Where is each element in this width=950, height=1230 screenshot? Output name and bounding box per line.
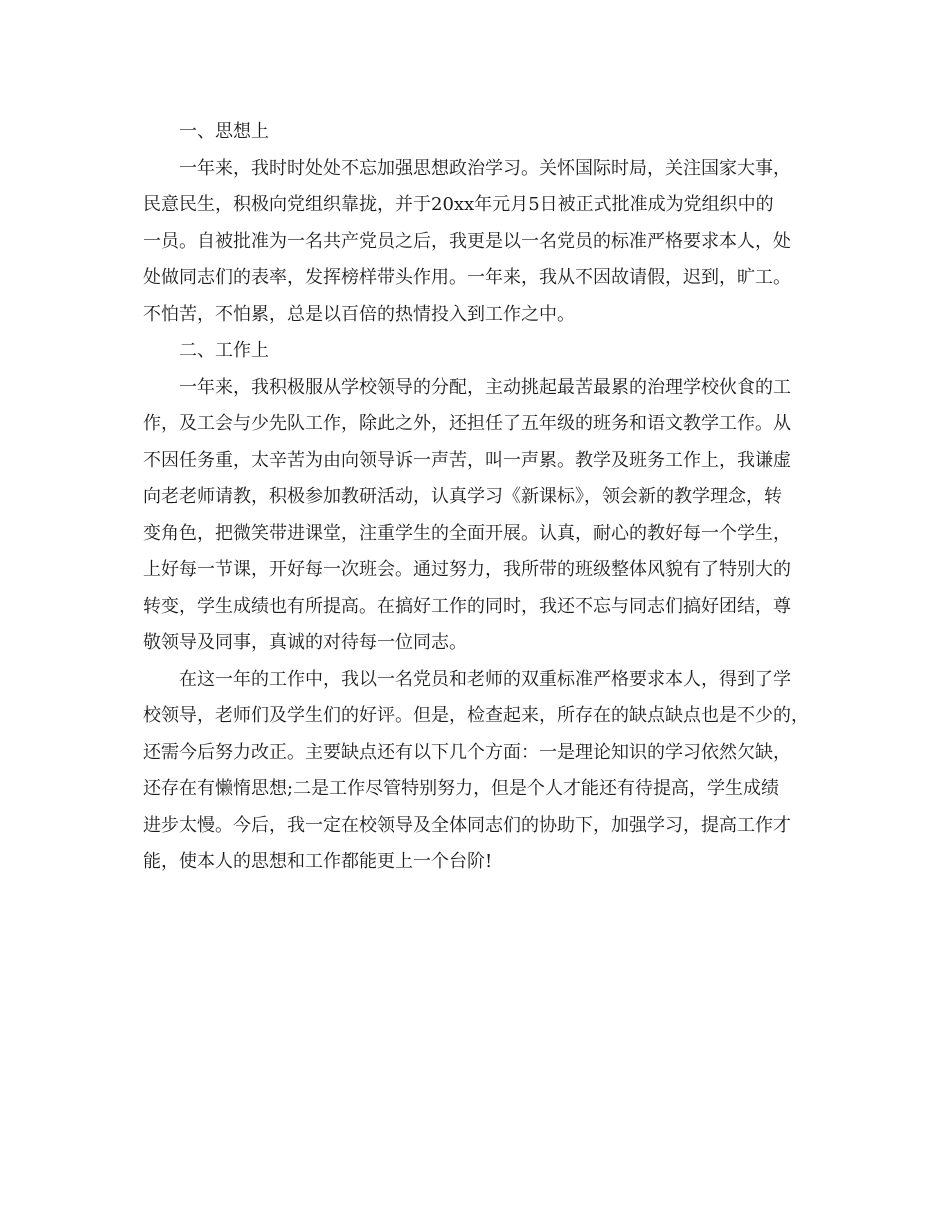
text-line: 敬领导及同事，真诚的对待每一位同志。 bbox=[143, 632, 467, 653]
paragraph-work bbox=[143, 370, 823, 662]
paragraph-thought bbox=[143, 151, 823, 334]
text-line: 不因任务重，太辛苦为由向领导诉一声苦，叫一声累。教学及班务工作上，我谦虚 bbox=[143, 449, 791, 471]
text-line: 进步太慢。今后，我一定在校领导及全体同志们的协助下，加强学习，提高工作才 bbox=[143, 814, 791, 836]
text-line: 变角色，把微笑带进课堂，注重学生的全面开展。认真，耐心的教好每一个学生， bbox=[143, 522, 791, 544]
text-line: 处做同志们的表率，发挥榜样带头作用。一年来，我从不因故请假，迟到，旷工。 bbox=[143, 267, 791, 288]
document-body bbox=[143, 114, 823, 881]
text-line: 在这一年的工作中，我以一名党员和老师的双重标准严格要求本人，得到了学 bbox=[179, 668, 791, 690]
text-line: 还存在有懒惰思想;二是工作尽管特别努力，但是个人才能还有待提高，学生成绩 bbox=[143, 778, 780, 799]
text-line: 一年来，我时时处处不忘加强思想政治学习。关怀国际时局，关注国家大事， bbox=[179, 157, 791, 179]
text-line: 民意民生，积极向党组织靠拢，并于20xx年元月5日被正式批准成为党组织中的 bbox=[143, 194, 774, 215]
text-line: 校领导，老师们及学生们的好评。但是，检查起来，所存在的缺点缺点也是不少的， bbox=[143, 705, 809, 726]
section-heading-work: 二、工作上 bbox=[179, 340, 269, 361]
text-line: 上好每一节课，开好每一次班会。通过努力，我所带的班级整体风貌有了特别大的 bbox=[143, 559, 791, 580]
text-line: 转变，学生成绩也有所提高。在搞好工作的同时，我还不忘与同志们搞好团结，尊 bbox=[143, 595, 791, 617]
text-line: 作，及工会与少先队工作，除此之外，还担任了五年级的班务和语文教学工作。从 bbox=[143, 413, 791, 434]
text-line: 能，使本人的思想和工作都能更上一个台阶! bbox=[143, 851, 493, 872]
text-line: 向老老师请教，积极参加教研活动，认真学习《新课标》，领会新的教学理念，转 bbox=[143, 486, 782, 507]
section-heading-thought: 一、思想上 bbox=[179, 121, 269, 142]
text-line: 还需今后努力改正。主要缺点还有以下几个方面：一是理论知识的学习依然欠缺， bbox=[143, 741, 791, 763]
text-line: 一员。自被批准为一名共产党员之后，我更是以一名党员的标准严格要求本人，处 bbox=[143, 230, 791, 252]
text-line: 不怕苦，不怕累，总是以百倍的热情投入到工作之中。 bbox=[143, 303, 575, 325]
paragraph-summary bbox=[143, 662, 823, 881]
text-line: 一年来，我积极服从学校领导的分配，主动挑起最苦最累的治理学校伙食的工 bbox=[179, 376, 791, 398]
